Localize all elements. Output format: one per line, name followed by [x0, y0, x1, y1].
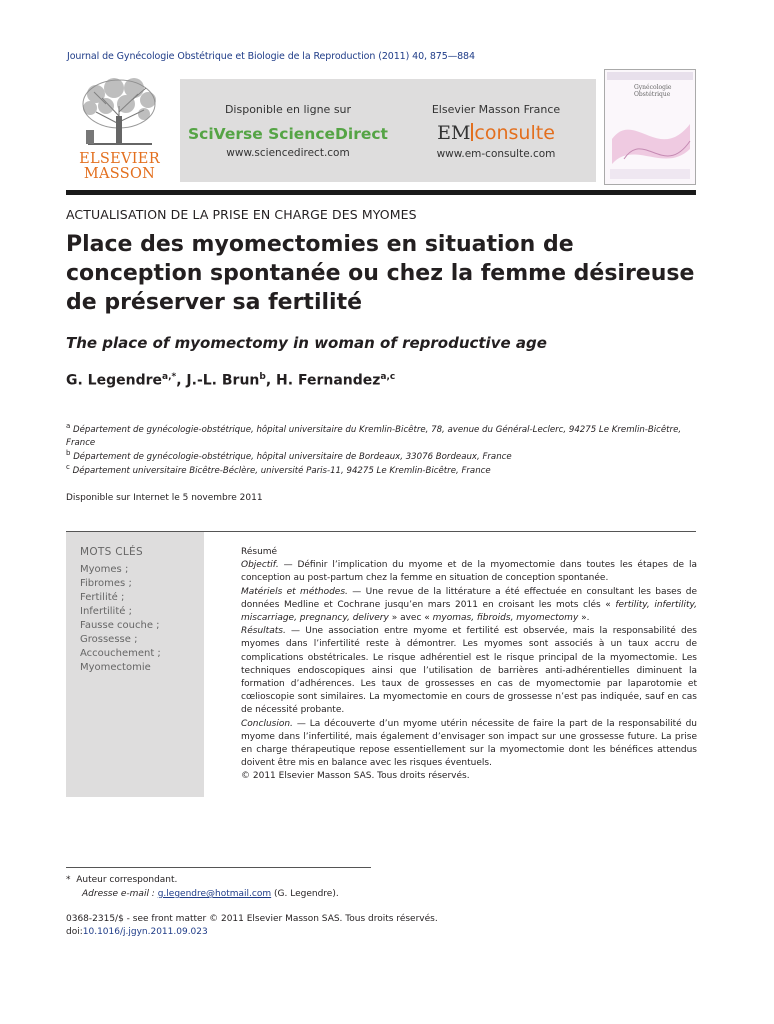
- footnote-mark: *: [66, 875, 71, 885]
- methods-text-b: » avec «: [388, 613, 433, 624]
- author-separator: ,: [265, 372, 277, 389]
- logo-elsevier-text: ELSEVIER: [79, 151, 160, 167]
- keywords-list: [80, 563, 161, 675]
- keyword-item: Infertilité ;: [80, 606, 132, 617]
- methods-text-a: — Une revue de la littérature a été effectuée en consultant les bases de données Medline et Cochrane jusqu’en mars 2011 en croisant les mots clés «: [241, 586, 697, 610]
- journal-reference[interactable]: Journal de Gynécologie Obstétrique et Biologie de la Reproduction (2011) 40, 875—884: [67, 51, 475, 62]
- affiliation-a: [66, 420, 706, 450]
- logo-masson-text: MASSON: [83, 166, 156, 182]
- sciencedirect-brand: SciVerse ScienceDirect: [188, 125, 388, 143]
- cover-title-line1: Gynécologie: [634, 84, 672, 91]
- objective-label: Objectif.: [241, 560, 279, 571]
- affiliation-text: Département de gynécologie-obstétrique, hôpital universitaire de Bordeaux, 33076 Bordeaux, France: [73, 451, 512, 462]
- abstract: [241, 546, 697, 784]
- keyword-item: Fertilité ;: [80, 592, 125, 603]
- affiliation-mark: a: [66, 422, 71, 430]
- abstract-heading: Résumé: [241, 547, 278, 557]
- keyword-item: Fibromes ;: [80, 578, 132, 589]
- cover-title-line2: Obstétrique: [634, 91, 671, 98]
- affiliation-text: Département de gynécologie-obstétrique, hôpital universitaire du Kremlin-Bicêtre, 78, avenue du Général-Leclerc, 94275 Le Kremlin-Bicêtre, France: [66, 424, 682, 448]
- methods-text-c: ».: [578, 613, 590, 624]
- keyword-item: Fausse couche ;: [80, 620, 160, 631]
- abstract-copyright: © 2011 Elsevier Masson SAS. Tous droits réservés.: [241, 771, 470, 782]
- keyword-item: Grossesse ;: [80, 634, 138, 645]
- affiliation-c: [66, 461, 706, 478]
- sciencedirect-url[interactable]: www.sciencedirect.com: [226, 147, 350, 159]
- author-affiliation-mark[interactable]: a,*: [162, 372, 177, 382]
- front-matter: [66, 913, 438, 939]
- article-subtitle: The place of myomectomy in woman of reproductive age: [66, 334, 547, 352]
- corresponding-author-footnote: [66, 873, 339, 901]
- conclusion-text: — La découverte d’un myome utérin nécessite de faire la part de la responsabilité du myome dans l’infertilité, mais également d’envisager son impact sur une grossesse future. La prise en charge thérapeutique repose essentiellement sur la myomectomie dont les bénéfices attendus doivent être mis en balance avec les risques éventuels.: [241, 718, 697, 769]
- keywords-box: [66, 532, 204, 797]
- elsevier-masson-logo: [66, 76, 173, 184]
- keyword-item: Accouchement ;: [80, 648, 161, 659]
- elsevier-tree-icon: [66, 76, 173, 146]
- emconsulte-brand-consulte: consulte: [474, 122, 555, 144]
- author-name[interactable]: J.-L. Brun: [186, 372, 260, 389]
- affiliation-mark: c: [66, 463, 70, 471]
- abstract-objective: [241, 559, 697, 585]
- footnote-line-2: [66, 887, 339, 901]
- online-availability-banner: [180, 79, 596, 182]
- author-name[interactable]: H. Fernandez: [276, 372, 381, 389]
- header-divider: [66, 190, 696, 195]
- affiliation-mark: b: [66, 449, 71, 457]
- email-suffix: (G. Legendre).: [271, 889, 339, 899]
- author-affiliation-mark[interactable]: a,c: [380, 372, 396, 382]
- abstract-results: [241, 625, 697, 717]
- author-affiliation-mark[interactable]: b: [259, 372, 266, 382]
- keywords-title: MOTS CLÉS: [80, 546, 143, 558]
- online-date: Disponible sur Internet le 5 novembre 2011: [66, 493, 263, 503]
- keyword-item: Myomectomie: [80, 662, 151, 673]
- doi-link[interactable]: 10.1016/j.jgyn.2011.09.023: [82, 927, 208, 937]
- doi-label: doi:: [66, 927, 83, 937]
- front-matter-line: 0368-2315/$ - see front matter © 2011 Elsevier Masson SAS. Tous droits réservés.: [66, 914, 438, 924]
- author-name[interactable]: G. Legendre: [66, 372, 163, 389]
- author-list: [66, 372, 395, 389]
- emconsulte-url[interactable]: www.em-consulte.com: [436, 148, 556, 160]
- results-text: — Une association entre myome et fertilité est observée, mais la responsabilité des myomes dans l’infertilité reste à démontrer. Les myomes sont associés à un taux accru de complications obstétricales. Le risque adhérentiel est le risque principal de la myomectomie. Les techniques endoscopiques ainsi que l’utilisation de barrières anti-adhérentielles diminuent la formation d’adhérences. Les taux de grossesses en cas de myomectomie par laparotomie et cœlioscopie sont similaires. La myomectomie en cours de grossesse n’est pas indiquée, sauf en cas de nécessité probante.: [241, 626, 697, 716]
- section-heading: ACTUALISATION DE LA PRISE EN CHARGE DES MYOMES: [66, 207, 417, 222]
- journal-cover-thumbnail[interactable]: [604, 69, 696, 185]
- methods-label: Matériels et méthodes.: [241, 586, 348, 597]
- methods-keywords-en: fertility, infertility, miscarriage, pregnancy, delivery: [241, 599, 697, 624]
- abstract-methods: [241, 586, 697, 626]
- article-title: Place des myomectomies en situation de conception spontanée ou chez la femme désireuse de préserver sa fertilité: [66, 232, 695, 315]
- email-label: Adresse e-mail :: [82, 889, 155, 899]
- emconsulte-brand: [396, 122, 596, 144]
- affiliation-text: Département universitaire Bicêtre-Béclère, université Paris-11, 94275 Le Kremlin-Bicêtre, France: [72, 465, 491, 476]
- emconsulte-brand-em: EM: [437, 122, 471, 144]
- email-link[interactable]: g.legendre@hotmail.com: [157, 889, 272, 899]
- methods-keywords-en-2: myomas, fibroids, myomectomy: [432, 613, 579, 624]
- emconsulte-publisher-label: Elsevier Masson France: [431, 103, 561, 116]
- abstract-conclusion: [241, 718, 697, 771]
- author-separator: ,: [176, 372, 187, 389]
- footnote-line-1: [66, 873, 339, 887]
- footnote-corresponding: Auteur correspondant.: [76, 875, 178, 885]
- sciencedirect-block[interactable]: [188, 79, 388, 159]
- objective-text: — Définir l’implication du myome et de la myomectomie dans toutes les étapes de la conception au post-partum chez la femme en situation de conception spontanée.: [241, 560, 697, 584]
- journal-cover-image: [604, 69, 696, 185]
- emconsulte-block[interactable]: [396, 79, 596, 160]
- doi-line: [66, 926, 438, 939]
- conclusion-label: Conclusion.: [241, 718, 293, 729]
- keyword-item: Myomes ;: [80, 564, 129, 575]
- footnote-divider: [66, 867, 371, 868]
- sciencedirect-available-label: Disponible en ligne sur: [224, 103, 352, 116]
- results-label: Résultats.: [241, 626, 286, 637]
